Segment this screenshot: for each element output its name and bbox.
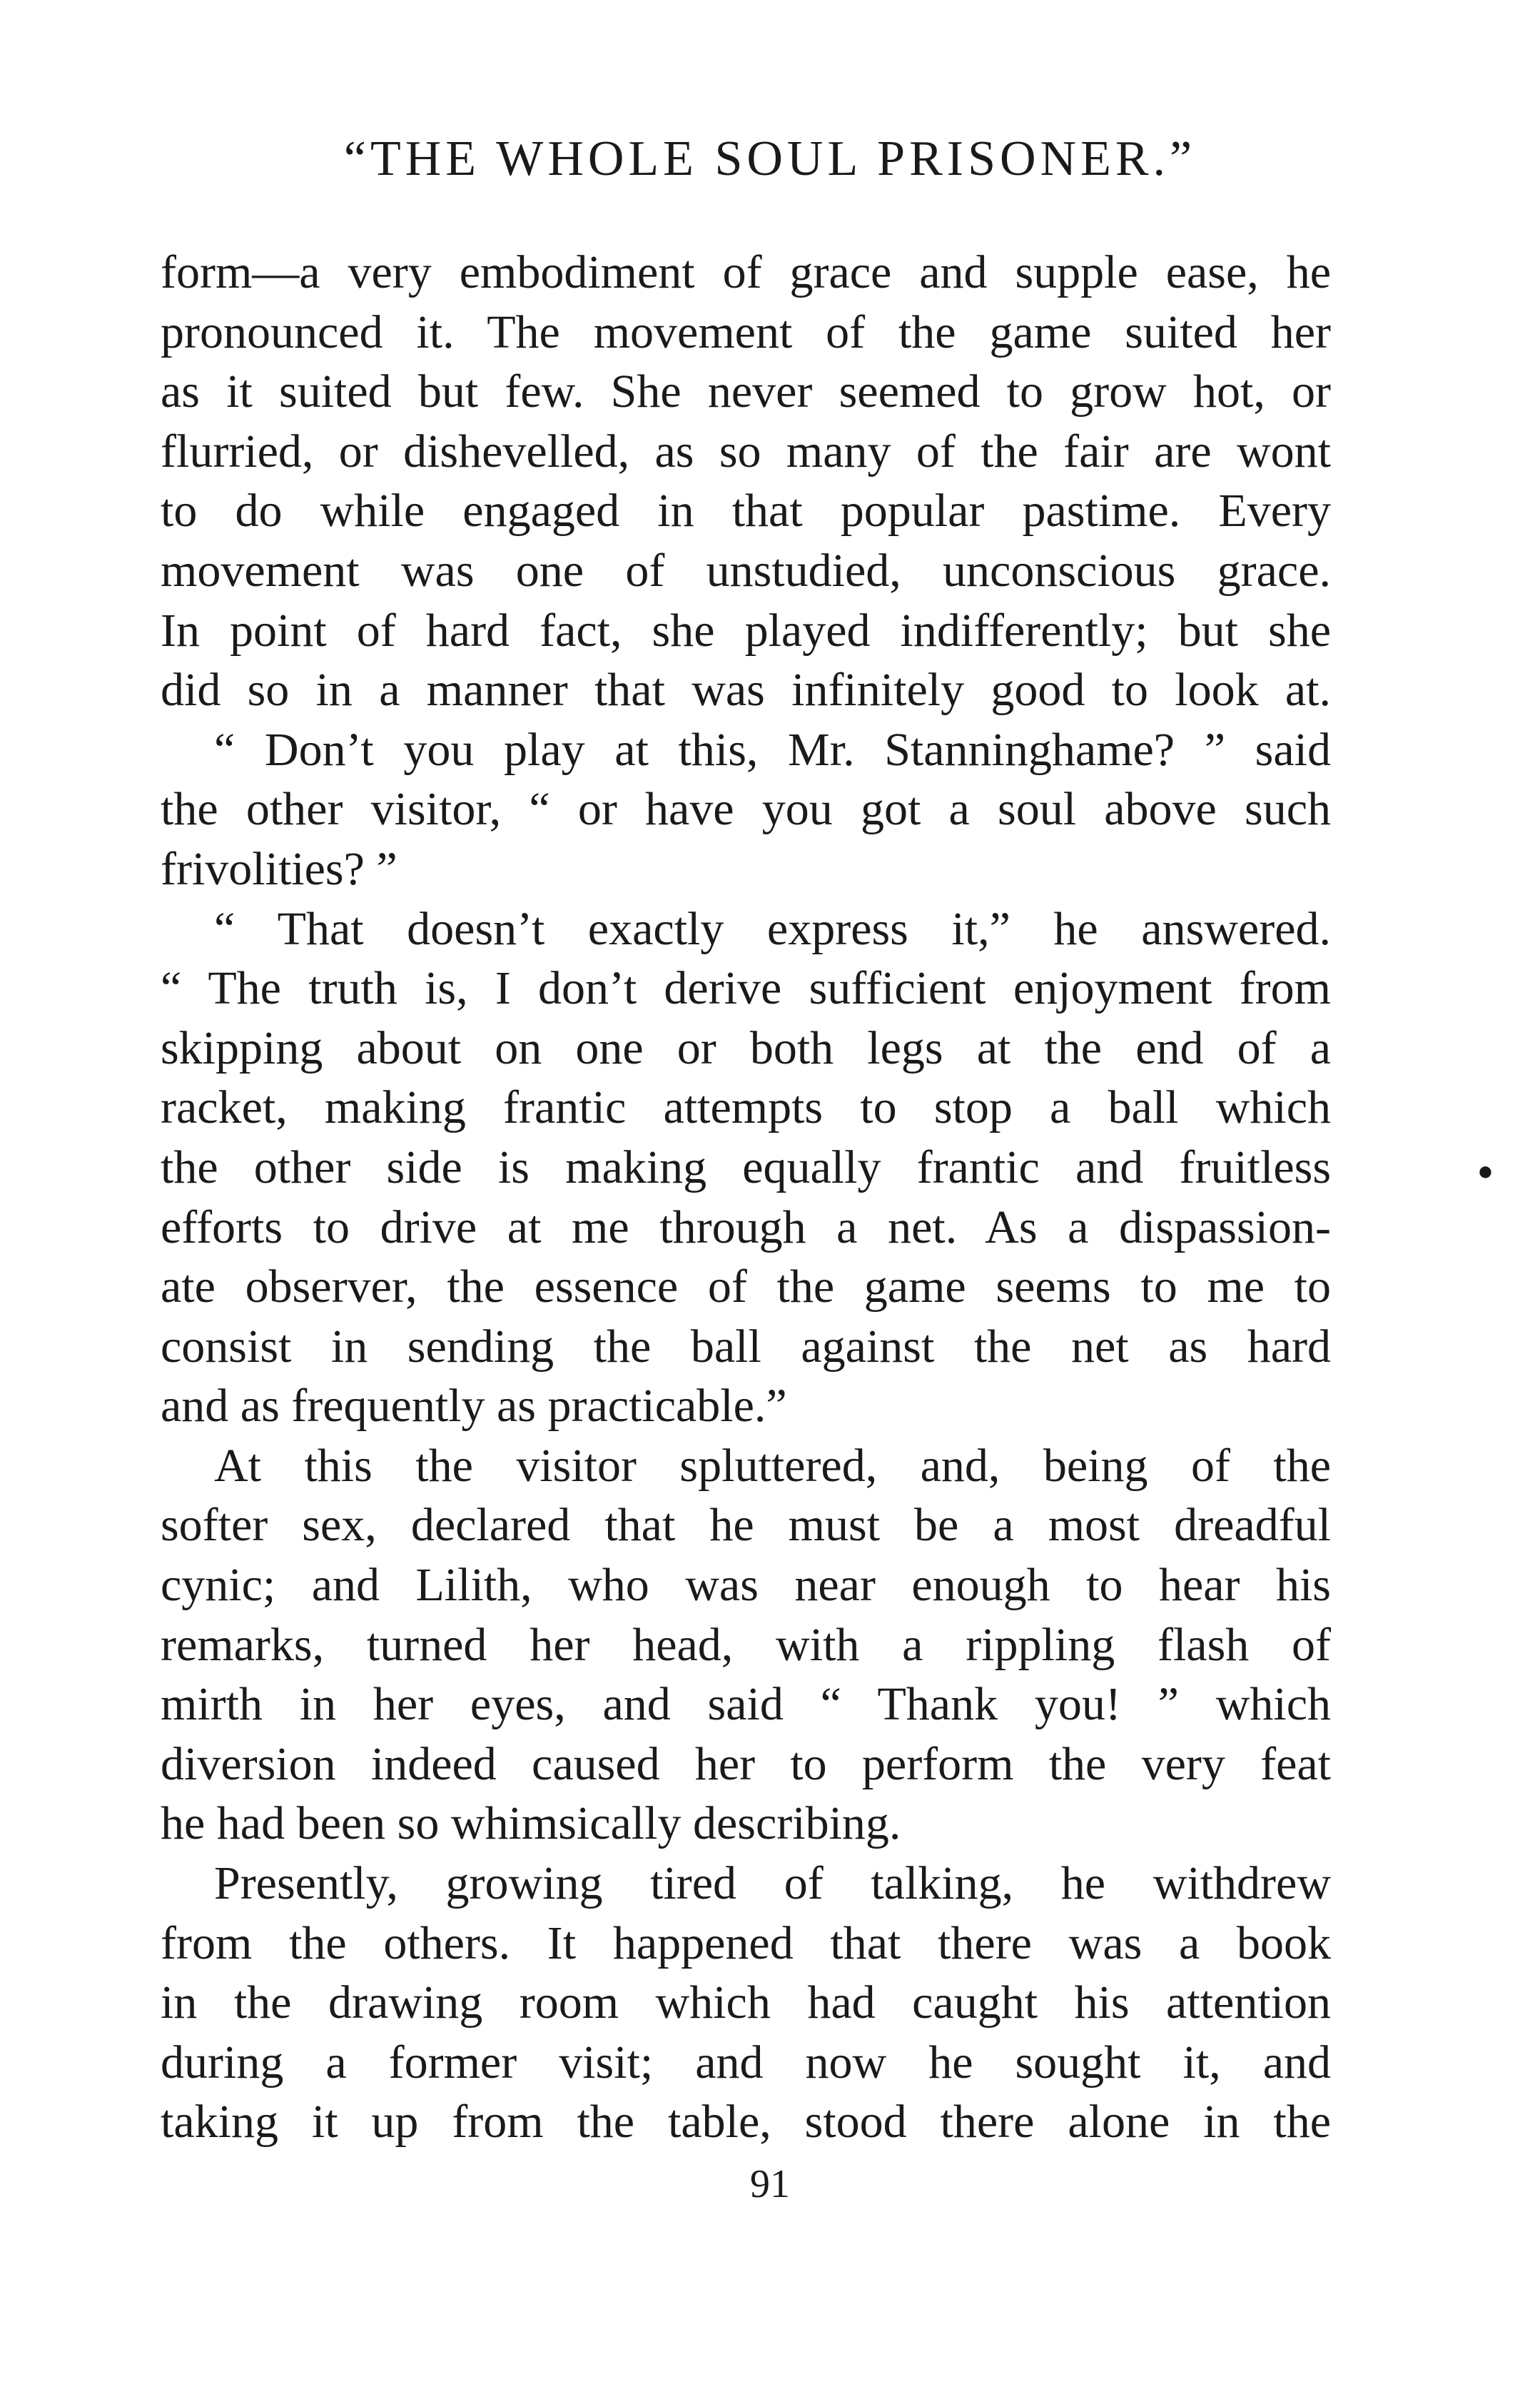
body-text [161, 243, 1331, 2152]
text-line: consist in sending the ball against the net as hard [161, 1320, 1331, 1373]
text-line: and as frequently as practicable.” [161, 1380, 787, 1433]
text-line: taking it up from the table, stood there alone in the [161, 2096, 1331, 2148]
text-line: during a former visit; and now he sought it, and [161, 2036, 1331, 2089]
text-line: In point of hard fact, she played indifferently; but she [161, 604, 1331, 657]
text-line: At this the visitor spluttered, and, being of the [214, 1439, 1331, 1492]
page-number: 91 [750, 2162, 790, 2206]
text-line: flurried, or dishevelled, as so many of the fair are wont [161, 425, 1331, 478]
stray-ink-mark: ● [1477, 1156, 1494, 1186]
text-line: mirth in her eyes, and said “ Thank you! ” which [161, 1678, 1331, 1731]
text-line: “ The truth is, I don’t derive sufficient enjoyment from [161, 962, 1331, 1015]
text-line: efforts to drive at me through a net. As a dispassion- [161, 1201, 1331, 1253]
text-line: racket, making frantic attempts to stop a ball which [161, 1081, 1331, 1134]
text-line: movement was one of unstudied, unconscious grace. [161, 544, 1331, 597]
text-line: as it suited but few. She never seemed to grow hot, or [161, 365, 1331, 418]
text-line: frivolities? ” [161, 842, 397, 895]
text-line: “ That doesn’t exactly express it,” he answered. [214, 902, 1331, 955]
text-line: in the drawing room which had caught his attention [161, 1976, 1331, 2029]
text-line: “ Don’t you play at this, Mr. Stanninghame? ” said [214, 723, 1331, 776]
text-line: ate observer, the essence of the game seems to me to [161, 1261, 1331, 1313]
text-line: pronounced it. The movement of the game suited her [161, 305, 1331, 358]
text-line: Presently, growing tired of talking, he withdrew [214, 1857, 1331, 1910]
text-line: diversion indeed caused her to perform the very feat [161, 1737, 1331, 1790]
text-line: from the others. It happened that there was a book [161, 1916, 1331, 1969]
text-line: cynic; and Lilith, who was near enough to hear his [161, 1559, 1331, 1612]
running-head: “THE WHOLE SOUL PRISONER.” [343, 131, 1197, 186]
text-line: the other visitor, “ or have you got a soul above such [161, 783, 1331, 836]
text-line: skipping about on one or both legs at the end of a [161, 1021, 1331, 1074]
text-line: form—a very embodiment of grace and supple ease, he [161, 246, 1331, 298]
text-line: did so in a manner that was infinitely good to look at. [161, 664, 1331, 717]
text-line: remarks, turned her head, with a rippling flash of [161, 1618, 1331, 1671]
text-line: softer sex, declared that he must be a most dreadful [161, 1499, 1331, 1552]
text-line: the other side is making equally frantic and fruitless [161, 1141, 1331, 1193]
text-line: to do while engaged in that popular pastime. Every [161, 485, 1331, 537]
text-line: he had been so whimsically describing. [161, 1797, 901, 1850]
